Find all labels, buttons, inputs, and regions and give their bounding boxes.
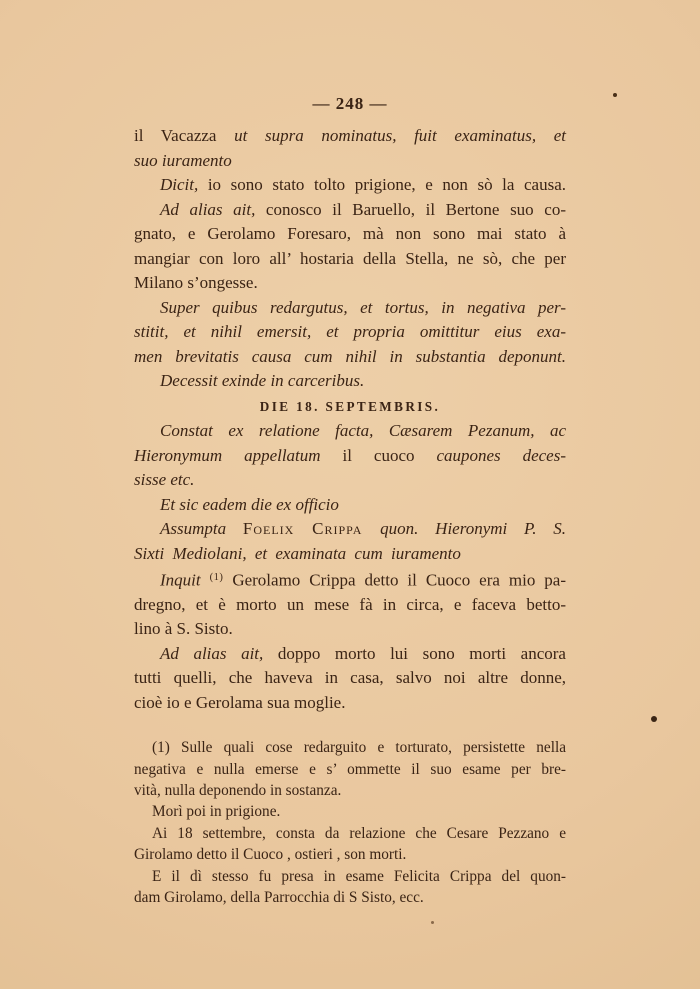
body-line bbox=[134, 542, 566, 567]
text-segment-italic: Ad alias ait, bbox=[160, 643, 264, 663]
body-line bbox=[134, 369, 566, 394]
text-segment-italic: Hieronymum appellatum bbox=[134, 445, 343, 465]
text-segment-italic: men brevitatis causa cum nihil in substantia deponunt. bbox=[134, 346, 566, 366]
body-line bbox=[134, 345, 566, 370]
text-segment-smallcaps: Foelix Crippa bbox=[242, 519, 381, 538]
body-line bbox=[134, 566, 566, 593]
ink-speck bbox=[651, 716, 657, 722]
footnote-line bbox=[134, 866, 566, 887]
body-line bbox=[134, 149, 566, 174]
text-segment-roman: dam Girolamo, della Parrocchia di S Sisto, ecc. bbox=[134, 889, 424, 907]
body-line bbox=[134, 468, 566, 493]
text-segment-roman: dregno, et è morto un mese fà in circa, e faceva betto- bbox=[134, 594, 566, 614]
footnote-line bbox=[134, 801, 566, 822]
body-line bbox=[134, 296, 566, 321]
text-segment-roman: tutti quelli, che haveva in casa, salvo noi altre donne, bbox=[134, 668, 566, 688]
footnote-line bbox=[134, 887, 566, 908]
ink-speck bbox=[613, 93, 617, 97]
body-line bbox=[134, 394, 566, 420]
text-segment-italic: Constat ex relatione facta, Cæsarem Pezanum, ac bbox=[160, 421, 566, 440]
text-segment-italic: sisse etc. bbox=[134, 470, 195, 489]
body-line bbox=[134, 320, 566, 345]
text-segment-italic: Super quibus redargutus, et tortus, in negativa per- bbox=[160, 297, 566, 317]
text-column bbox=[134, 94, 566, 909]
text-segment-roman: (1) Sulle quali cose redarguito e torturato, persistette nella bbox=[152, 739, 566, 757]
footnote-line bbox=[134, 737, 566, 758]
text-segment-roman: mangiar con loro all’ hostaria della Stella, ne sò, che per bbox=[134, 248, 566, 268]
footnote-block bbox=[134, 737, 566, 908]
text-segment-italic: stitit, et nihil emersit, et propria omittitur eius exa- bbox=[134, 322, 566, 341]
text-segment-roman: io sono stato tolto prigione, e non sò la causa. bbox=[198, 175, 566, 194]
text-segment-roman: cioè io e Gerolama sua moglie. bbox=[134, 692, 346, 712]
footnote-line bbox=[134, 844, 566, 865]
body-line bbox=[134, 222, 566, 247]
page-number-header: — 248 — bbox=[312, 94, 388, 113]
text-segment-roman: Gerolamo Crippa detto il Cuoco era mio pa- bbox=[223, 570, 566, 590]
text-segment-roman: gnato, e Gerolamo Foresaro, mà non sono mai stato à bbox=[134, 224, 566, 243]
text-segment-italic: Assumpta bbox=[160, 519, 243, 538]
text-segment-italic: quon. Hieronymi P. S. bbox=[380, 519, 566, 538]
text-segment-italic: Decessit exinde in carceribus. bbox=[160, 371, 365, 390]
body-text bbox=[134, 124, 566, 715]
text-segment-roman: Ai 18 settembre, consta da relazione che Cesare Pezzano e bbox=[152, 824, 566, 842]
text-segment-italic: Inquit bbox=[160, 570, 210, 590]
text-segment-roman: vità, nulla deponendo in sostanza. bbox=[134, 782, 342, 800]
body-line bbox=[134, 517, 566, 542]
text-segment-italic: Et sic eadem die ex officio bbox=[160, 494, 339, 514]
footnote-line bbox=[134, 780, 566, 801]
text-segment-roman: conosco il Baruello, il Bertone suo co- bbox=[255, 199, 566, 219]
body-line bbox=[134, 444, 566, 469]
text-segment-roman: E il dì stesso fu presa in esame Felicita Crippa del quon- bbox=[152, 867, 566, 885]
text-segment-sup: (1) bbox=[209, 572, 224, 583]
text-segment-roman: Milano s’ongesse. bbox=[134, 273, 258, 292]
text-segment-roman: il Vacazza bbox=[134, 126, 235, 145]
ink-speck bbox=[431, 921, 434, 924]
text-segment-roman: doppo morto lui sono morti ancora bbox=[263, 643, 566, 663]
footnote-line bbox=[134, 759, 566, 780]
text-segment-roman: Girolamo detto il Cuoco , ostieri , son morti. bbox=[134, 846, 407, 864]
text-segment-caps: DIE 18. SEPTEMBRIS. bbox=[259, 398, 441, 414]
text-segment-italic: suo iuramento bbox=[134, 150, 232, 170]
text-segment-roman: lino à S. Sisto. bbox=[134, 619, 233, 639]
text-segment-roman: negativa e nulla emerse e s’ ommette il suo esame per bre- bbox=[134, 760, 566, 778]
body-line bbox=[134, 691, 566, 716]
text-segment-italic: Sixti Mediolani, et examinata cum iuramento bbox=[134, 543, 461, 563]
body-line bbox=[134, 666, 566, 691]
body-line bbox=[134, 173, 566, 198]
body-line bbox=[134, 247, 566, 272]
text-segment-roman: Morì poi in prigione. bbox=[152, 803, 281, 821]
body-line bbox=[134, 198, 566, 223]
text-segment-italic: Ad alias ait, bbox=[160, 199, 256, 219]
body-line bbox=[134, 124, 566, 149]
text-segment-roman: il cuoco bbox=[342, 445, 437, 465]
text-segment-italic: ut supra nominatus, fuit examinatus, et bbox=[234, 126, 566, 145]
text-segment-italic: caupones deces- bbox=[436, 445, 566, 465]
body-line bbox=[134, 419, 566, 444]
footnote-line bbox=[134, 823, 566, 844]
body-line bbox=[134, 642, 566, 667]
body-line bbox=[134, 271, 566, 296]
body-line bbox=[134, 593, 566, 618]
text-segment-italic: Dicit, bbox=[160, 175, 199, 194]
body-line bbox=[134, 617, 566, 642]
body-line bbox=[134, 493, 566, 518]
